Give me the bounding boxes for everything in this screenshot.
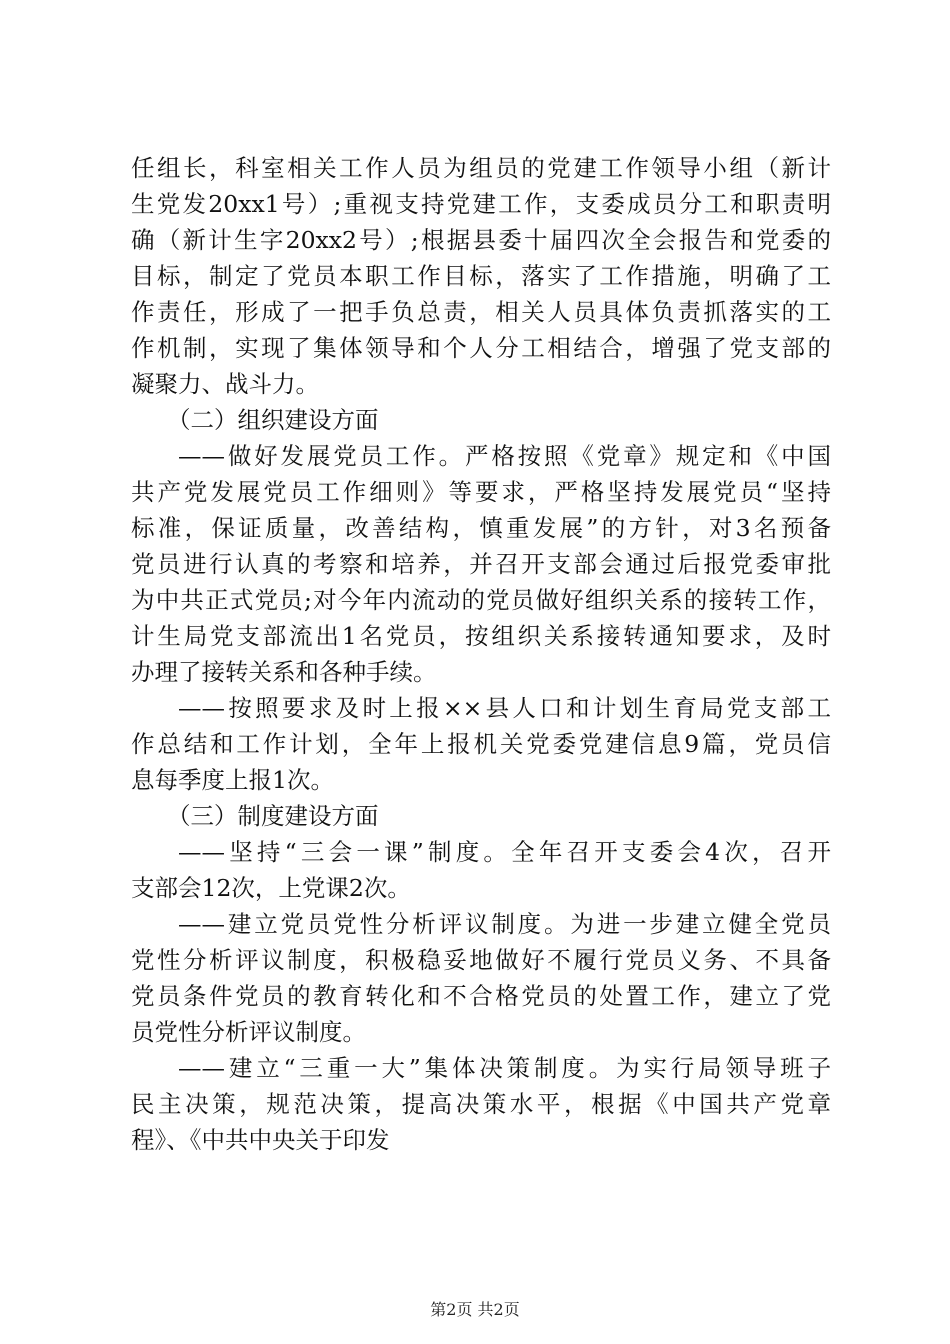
text-line: 共产党发展党员工作细则》等要求，严格坚持发展党员“坚持 xyxy=(131,478,831,506)
text-line: 生党发20xx1号）;重视支持党建工作，支委成员分工和职责明 xyxy=(131,190,831,218)
text-line: 息每季度上报1次。 xyxy=(131,766,334,794)
text-line: 民主决策，规范决策，提高决策水平，根据《中国共产党章 xyxy=(131,1090,831,1118)
text-line: ——建立“三重一大”集体决策制度。为实行局领导班子 xyxy=(178,1054,831,1082)
text-line: 党员进行认真的考察和培养，并召开支部会通过后报党委审批 xyxy=(131,550,831,578)
text-line: 凝聚力、战斗力。 xyxy=(131,370,319,398)
text-line: 程》、《中共中央关于印发 xyxy=(131,1126,390,1154)
text-line: 确（新计生字20xx2号）;根据县委十届四次全会报告和党委的 xyxy=(131,226,831,254)
text-line: 计生局党支部流出1名党员，按组织关系接转通知要求，及时 xyxy=(131,622,831,650)
text-line: ——做好发展党员工作。严格按照《党章》规定和《中国 xyxy=(178,442,831,470)
text-line: ——坚持“三会一课”制度。全年召开支委会4次，召开 xyxy=(178,838,831,866)
page-number-label: 第2页 共2页 xyxy=(430,1300,520,1319)
text-line: ——按照要求及时上报××县人口和计划生育局党支部工 xyxy=(178,694,831,722)
text-line: 作机制，实现了集体领导和个人分工相结合，增强了党支部的 xyxy=(131,334,831,362)
text-line: 标准，保证质量，改善结构，慎重发展”的方针，对3名预备 xyxy=(131,514,831,542)
text-line: 党性分析评议制度，积极稳妥地做好不履行党员义务、不具备 xyxy=(131,946,831,974)
text-line: 作责任，形成了一把手负总责，相关人员具体负责抓落实的工 xyxy=(131,298,831,326)
text-line: 任组长，科室相关工作人员为组员的党建工作领导小组（新计 xyxy=(131,154,831,182)
text-line: 支部会12次，上党课2次。 xyxy=(131,874,411,902)
text-line: ——建立党员党性分析评议制度。为进一步建立健全党员 xyxy=(178,910,831,938)
document-body xyxy=(131,150,831,1158)
section-heading: （三）制度建设方面 xyxy=(167,802,379,830)
text-line: 办理了接转关系和各种手续。 xyxy=(131,658,437,686)
text-line: 员党性分析评议制度。 xyxy=(131,1018,366,1046)
text-line: 党员条件党员的教育转化和不合格党员的处置工作，建立了党 xyxy=(131,982,831,1010)
page-footer xyxy=(0,1300,950,1320)
section-heading: （二）组织建设方面 xyxy=(167,406,379,434)
text-line: 为中共正式党员;对今年内流动的党员做好组织关系的接转工作， xyxy=(131,586,831,614)
text-line: 作总结和工作计划，全年上报机关党委党建信息9篇，党员信 xyxy=(131,730,831,758)
text-line: 目标，制定了党员本职工作目标，落实了工作措施，明确了工 xyxy=(131,262,831,290)
